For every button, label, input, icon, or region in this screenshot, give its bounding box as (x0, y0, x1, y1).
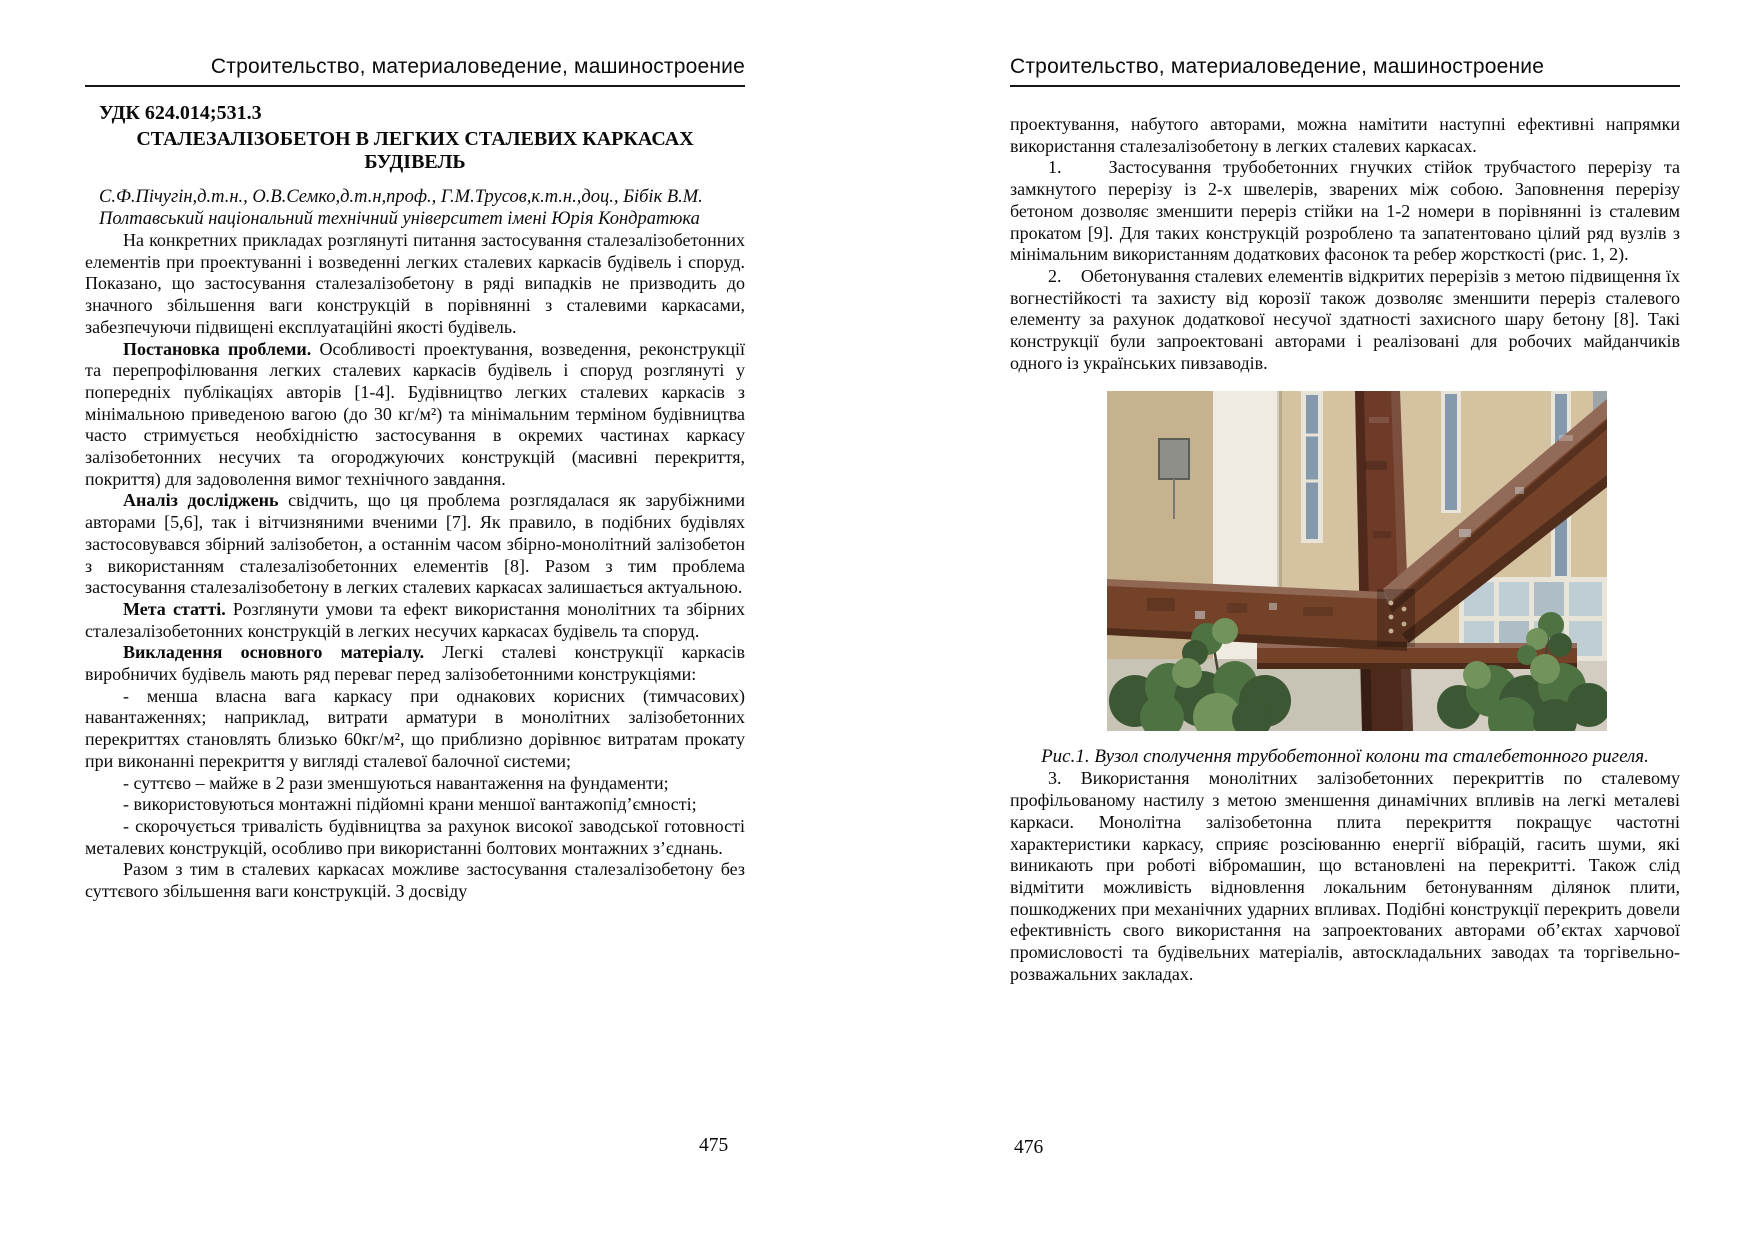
leaf-cluster (1212, 618, 1238, 644)
beam-mottle (1303, 607, 1333, 616)
window-pane (1569, 582, 1602, 616)
right-page-body-bottom (1010, 768, 1680, 985)
window-glass (1445, 394, 1457, 510)
numbered-item-1: 1. Застосування трубобетонних гнучких стійок трубчастого перерізу та замкнутого перерізу із 2-х швелерів, зварених між собою. Заповнення перерізу бетоном дозволяє зменшити переріз стійки на 1-2 номери в порівнянні із сталевим прокатом [9]. Для таких конструкцій розроблено та запатентовано цілий ряд вузлів з мінімальним використанням додаткових фасонок та ребер жорсткості (рис. 1, 2). (1010, 157, 1680, 265)
article-title-line2: БУДІВЕЛЬ (364, 151, 466, 173)
list-item: - суттєво – майже в 2 рази зменшуються навантаження на фундаменти; (123, 772, 669, 793)
rust-mottle (1373, 531, 1391, 538)
bolt (1402, 622, 1407, 627)
beam-mottle (1227, 603, 1247, 613)
left-page-body (85, 230, 745, 903)
window-pane (1499, 582, 1529, 616)
beam-mottle (1147, 598, 1175, 611)
page-number-476: 476 (1014, 1137, 1044, 1158)
list-item: - менша власна вага каркасу при однакових корисних (тимчасових) навантаженнях; наприклад, витрати арматури в монолітних залізобетонних перекриттях становлять близько 60кг/м², що приблизно дорівнює витратам прокату при виконанні перекриття у вигляді сталевої балочної системи; (85, 685, 745, 771)
leaf-cluster (1172, 658, 1202, 688)
bolt (1402, 607, 1407, 612)
running-head-left: Строительство, материаловедение, машиностроение (85, 55, 745, 87)
udc-code: УДК 624.014;531.3 (99, 102, 262, 124)
page-475 (85, 55, 745, 903)
authors-line: С.Ф.Пічугін,д.т.н., О.В.Семко,д.т.н,проф., Г.М.Трусов,к.т.н.,доц., Бібік В.М. (99, 187, 703, 207)
list-item: - використовуються монтажні підйомні крани меншої вантажопід’ємності; (123, 794, 697, 815)
bolt (1389, 615, 1394, 620)
right-page-body-top (1010, 114, 1680, 374)
continuation-paragraph: проектування, набутого авторами, можна намітити наступні ефективні напрямки використання сталезалізобетону в легких сталевих каркасах. (1010, 114, 1680, 156)
section-text: Особливості проектування, возведення, реконструкції та перепрофілювання легких сталевих каркасів будівель і споруд розглянуті у попередніх публікаціях авторів [1-4]. Будівництво легких сталевих каркасів з мінімальною приведеною вагою (до 30 кг/м²) та мінімальним терміном будівництва часто стримується необхідністю застосування в окремих частинах каркасу залізобетонних несучих та огороджуючих конструкцій (масивні перекриття, покриття) для задоволення вимог технічного завдання. (85, 338, 746, 489)
diagonal-paint-speck (1559, 435, 1573, 441)
page-476 (1010, 55, 1680, 985)
section-lead: Викладення основного матеріалу. (123, 642, 425, 663)
joint-plate (1377, 589, 1415, 647)
diagonal-paint-speck (1459, 529, 1471, 537)
box-body (1159, 439, 1189, 479)
section-text: свідчить, що ця проблема розглядалася як зарубіжними авторами [5,6], так і вітчизняними вченими [7]. Як правило, в подібних будівлях застосовувався збірний залізобетон, а останнім часом збірно-монолітний залізобетон з використанням сталезалізобетонних елементів [8]. Разом з тим проблема застосування сталезалізобетону в легких сталевих каркасах залишається актуальною. (85, 490, 745, 598)
window-strip-center (1301, 391, 1323, 543)
page-number-475: 475 (699, 1135, 729, 1156)
paragraph-analysis (85, 490, 745, 599)
closing-paragraph: Разом з тим в сталевих каркасах можливе застосування сталезалізобетону без суттєвого збільшення ваги конструкцій. З досвіду (85, 859, 745, 902)
authors-block (85, 186, 745, 230)
window-strip-right-1 (1441, 391, 1461, 513)
affiliation-line: Полтавський національний технічний університет імені Юрія Кондратюка (99, 209, 700, 229)
diagonal-paint-speck (1515, 487, 1524, 494)
numbered-item-3: 3. Використання монолітних залізобетонних перекриттів по сталевому профільованому настилу з метою зменшення динамічних впливів на легкі металеві каркаси. Монолітна залізобетонна плита перекриття покращує частотні характеристики каркасу, сприяє розсіюванню енергії вібрацій, гасить шуми, які виникають при роботі вібромашин, що встановлені на перекритті. Також слід відмітити можливість відновлення локальним бетонуванням ділянок плити, пошкоджених при механічних ударних впливах. Подібні конструкції перекрить довели ефективність свого використання на запроектованих авторами об’єктах харчової промисловості та будівельних матеріалів, автоскладальних заводах та торгівельно-розважальних закладах. (1010, 768, 1680, 984)
section-lead: Мета статті. (123, 598, 226, 619)
rust-mottle (1365, 461, 1387, 470)
paragraph-goal (85, 599, 745, 642)
window-glass (1306, 395, 1318, 539)
running-head-right: Строительство, материаловедение, машиностроение (1010, 55, 1680, 87)
list-item: - скорочується тривалість будівництва за рахунок високої заводської готовності металевих конструкцій, особливо при використанні болтових монтажних з’єднань. (85, 815, 745, 858)
bolt (1389, 601, 1394, 606)
section-text: Розглянути умови та ефект використання монолітних та збірних сталезалізобетонних конструкцій в легких несучих каркасах будівель та споруд. (85, 598, 745, 641)
numbered-item-2: 2. Обетонування сталевих елементів відкритих перерізів з метою підвищення їх вогнестійкості та захисту від корозії також дозволяє зменшити переріз сталевого елементу за рахунок додаткової несучої здатності захисного шару бетону [8]. Такі конструкції були запроектовані авторами і реалізовані для робочих майданчиків одного із українських пивзаводів. (1010, 265, 1680, 373)
figure-photo-illustration (1107, 391, 1607, 731)
window-pane (1534, 582, 1564, 616)
beam-paint-speck (1269, 603, 1277, 610)
figure-caption: Рис.1. Вузол сполучення трубобетонної колони та сталебетонного ригеля. (1041, 746, 1649, 768)
leaf-cluster (1548, 633, 1572, 657)
section-lead: Аналіз досліджень (123, 490, 279, 511)
beam-column-joint (1377, 589, 1415, 647)
article-title-line1: СТАЛЕЗАЛІЗОБЕТОН В ЛЕГКИХ СТАЛЕВИХ КАРКАСАХ (136, 128, 694, 150)
rust-mottle (1369, 417, 1389, 423)
paragraph-main-material (85, 642, 745, 685)
abstract-paragraph: На конкретних прикладах розглянуті питання застосування сталезалізобетонних елементів при проектуванні і возведенні легких сталевих каркасів будівель і споруд. Показано, що застосування сталезалізобетону в ряді випадків не призводить до значного збільшення ваги конструкцій в порівнянні з сталевими каркасами, забезпечуючи підвищені експлуатаційні якості будівель. (85, 230, 745, 337)
article-title (85, 128, 745, 174)
figure-photo (1107, 391, 1607, 731)
section-lead: Постановка проблеми. (123, 338, 312, 359)
beam-paint-speck (1195, 611, 1205, 619)
bolt (1389, 629, 1394, 634)
paragraph-problem-statement (85, 339, 745, 491)
leaf-cluster (1530, 654, 1560, 684)
leaf-cluster (1463, 661, 1491, 689)
section-text: Легкі сталеві конструкції каркасів виробничих будівель мають ряд переваг перед залізобетонними конструкціями: (85, 642, 746, 685)
